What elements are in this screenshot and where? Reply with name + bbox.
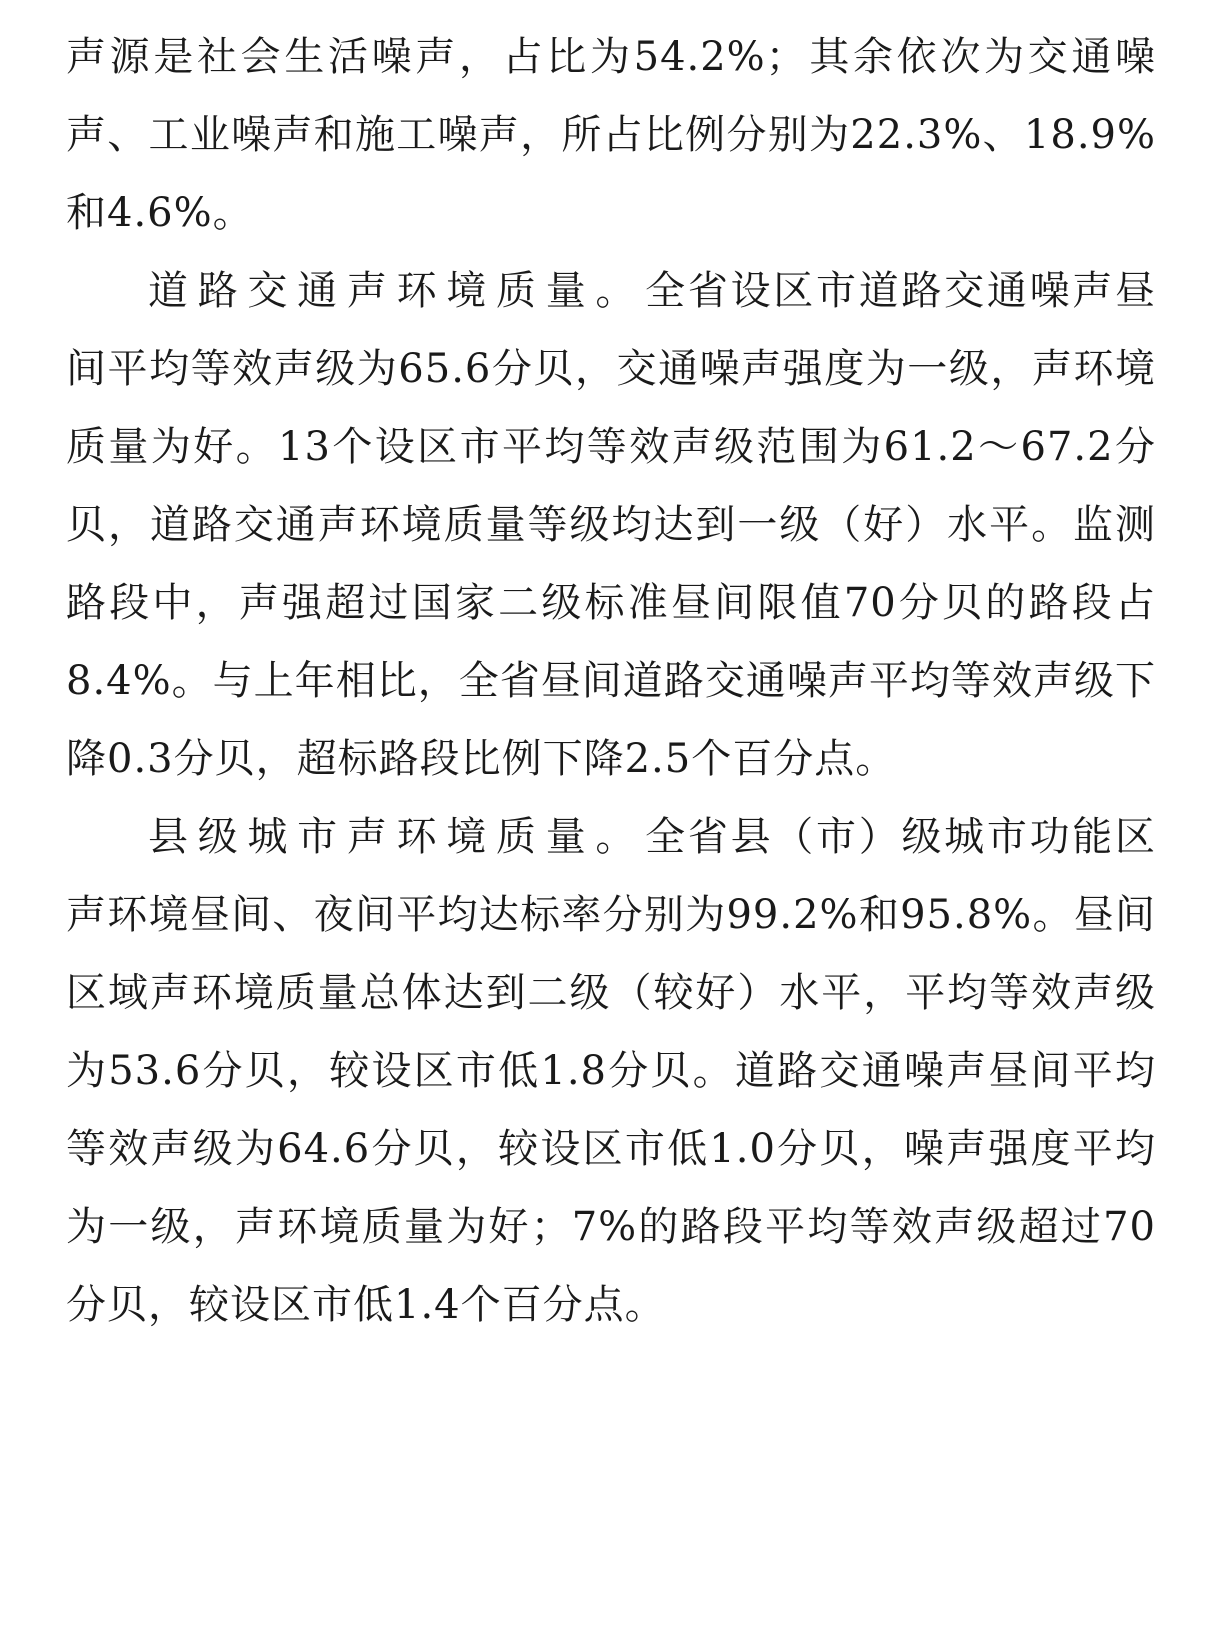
paragraph-text: 全省县（市）级城市功能区声环境昼间、夜间平均达标率分别为99.2%和95.8%。昼间区域声环境质量总体达到二级（较好）水平，平均等效声级为53.6分贝，较设区市低1.8分贝。道路交通噪声昼间平均等效声级为64.6分贝，较设区市低1.0分贝，噪声强度平均为一级，声环境质量为好；7%的路段平均等效声级超过70分贝，较设区市低1.4个百分点。	[66, 814, 1157, 1328]
section-lead-county-cities: 县级城市声环境质量。	[148, 814, 646, 860]
paragraph-county-cities	[66, 798, 1156, 1344]
paragraph-noise-sources	[66, 18, 1156, 252]
paragraph-road-traffic	[66, 252, 1156, 798]
paragraph-text: 声源是社会生活噪声，占比为54.2%；其余依次为交通噪声、工业噪声和施工噪声，所占比例分别为22.3%、18.9%和4.6%。	[66, 34, 1156, 236]
section-lead-road-traffic: 道路交通声环境质量。	[148, 268, 646, 314]
paragraph-text: 全省设区市道路交通噪声昼间平均等效声级为65.6分贝，交通噪声强度为一级，声环境质量为好。13个设区市平均等效声级范围为61.2～67.2分贝，道路交通声环境质量等级均达到一级（好）水平。监测路段中，声强超过国家二级标准昼间限值70分贝的路段占8.4%。与上年相比，全省昼间道路交通噪声平均等效声级下降0.3分贝，超标路段比例下降2.5个百分点。	[66, 268, 1157, 782]
body-text	[66, 18, 1156, 1344]
